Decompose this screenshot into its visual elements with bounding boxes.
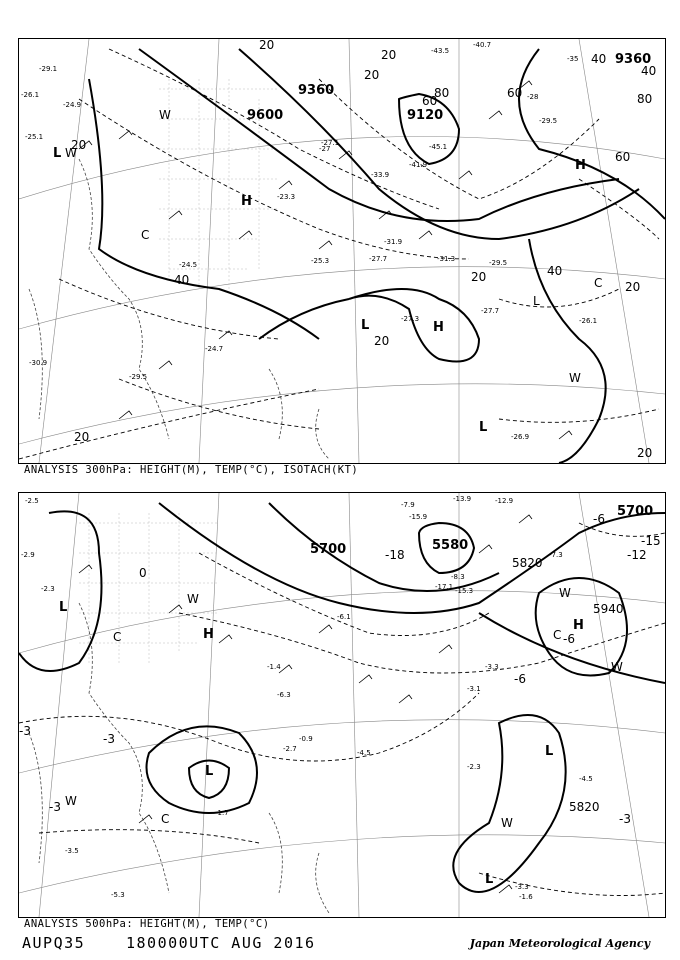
isotach-label-300: 20 bbox=[625, 280, 641, 294]
temp-label-500: -3.3 bbox=[515, 883, 529, 891]
system-label-300: L bbox=[479, 420, 488, 435]
system-label-300: L bbox=[53, 146, 62, 161]
temp-label-300: -25.3 bbox=[311, 257, 330, 265]
wind-barbs-500 bbox=[79, 515, 532, 893]
isotach-label-300: 40 bbox=[591, 52, 607, 66]
isotach-label-300: 40 bbox=[174, 273, 190, 287]
system-label-300: H bbox=[241, 194, 252, 209]
chart-500hpa bbox=[18, 492, 666, 918]
isotherm-label-500: -3 bbox=[619, 812, 631, 826]
caption-300hpa: ANALYSIS 300hPa: HEIGHT(M), TEMP(°C), ISOTACH(KT) bbox=[24, 464, 359, 476]
system-label-300: W bbox=[65, 146, 77, 160]
temp-label-300: -29.5 bbox=[539, 117, 558, 125]
isotach-label-300: 20 bbox=[259, 39, 275, 52]
isotach-label-300: 20 bbox=[364, 68, 380, 82]
system-label-300: C bbox=[141, 228, 150, 242]
temp-label-300: -28 bbox=[527, 93, 539, 101]
isotach-label-300: 20 bbox=[71, 138, 87, 152]
system-label-300: C bbox=[594, 276, 603, 290]
system-label-500: C bbox=[161, 812, 170, 826]
temp-label-500: -4.5 bbox=[357, 749, 371, 757]
map-300hpa bbox=[19, 39, 665, 463]
temp-label-300: -27.3 bbox=[401, 315, 420, 323]
temp-label-300: -26.1 bbox=[579, 317, 598, 325]
coastline-300 bbox=[29, 159, 329, 459]
hatching-500 bbox=[79, 513, 219, 663]
temp-label-500: -4.5 bbox=[579, 775, 593, 783]
temp-label-300: -33.9 bbox=[371, 171, 390, 179]
height-label-300: 9360 bbox=[298, 83, 335, 98]
temp-label-500: -7.9 bbox=[401, 501, 415, 509]
temp-label-500: -1.4 bbox=[267, 663, 281, 671]
isotherm-label-500: -3 bbox=[49, 800, 61, 814]
height-label-300: 9120 bbox=[407, 108, 444, 123]
temp-label-300: -27 bbox=[319, 145, 331, 153]
system-label-500: W bbox=[187, 592, 199, 606]
temp-label-300: -31.9 bbox=[384, 238, 403, 246]
temp-label-300: -27.1 bbox=[321, 139, 340, 147]
isotach-label-300: 20 bbox=[374, 334, 390, 348]
temp-label-500: -3.1 bbox=[467, 685, 481, 693]
temp-label-300: -35 bbox=[567, 55, 579, 63]
temp-label-300: -25.1 bbox=[25, 133, 44, 141]
temp-label-500: -2.3 bbox=[41, 585, 55, 593]
isotach-label-300: 20 bbox=[637, 446, 653, 460]
isotherm-label-500: -6 bbox=[563, 632, 575, 646]
isotherm-label-500: -15 bbox=[641, 534, 661, 548]
system-label-500: W bbox=[501, 816, 513, 830]
height-label-300: 9600 bbox=[247, 108, 284, 123]
temp-label-300: -29.5 bbox=[489, 259, 508, 267]
height-label-500: 5700 bbox=[617, 504, 654, 519]
map-500hpa bbox=[19, 493, 665, 917]
system-label-300: W bbox=[569, 371, 581, 385]
height-label-500: 5820 bbox=[512, 556, 543, 570]
temp-label-500: -2.3 bbox=[467, 763, 481, 771]
temp-label-500: -2.7 bbox=[283, 745, 297, 753]
agency-name: Japan Meteorological Agency bbox=[469, 937, 650, 950]
temp-label-500: -13.9 bbox=[453, 495, 472, 503]
system-label-500: H bbox=[203, 627, 214, 642]
isotach-label-300: 60 bbox=[507, 86, 523, 100]
temp-label-500: -1.7 bbox=[215, 809, 229, 817]
system-label-500: L bbox=[205, 764, 214, 779]
temp-label-300: -29.5 bbox=[129, 373, 148, 381]
system-label-500: C bbox=[113, 630, 122, 644]
system-label-500: L bbox=[485, 872, 494, 887]
system-label-500: W bbox=[65, 794, 77, 808]
system-label-300: H bbox=[433, 320, 444, 335]
temp-label-300: -24.9 bbox=[63, 101, 82, 109]
temp-label-500: -17.1 bbox=[435, 583, 454, 591]
system-label-500: L bbox=[59, 600, 68, 615]
system-label-500: W bbox=[559, 586, 571, 600]
height-label-500: 5580 bbox=[432, 538, 469, 553]
isotherm-label-500: -3 bbox=[103, 732, 115, 746]
isotach-label-300: 80 bbox=[637, 92, 653, 106]
isotach-label-300: 60 bbox=[615, 150, 631, 164]
temp-label-300: -40.7 bbox=[473, 41, 492, 49]
height-label-300: 9360 bbox=[615, 52, 652, 67]
temp-label-300: -26.9 bbox=[511, 433, 530, 441]
isotach-label-300: 80 bbox=[434, 86, 450, 100]
temp-label-500: -15.9 bbox=[409, 513, 428, 521]
isotherm-label-500: -3 bbox=[19, 724, 31, 738]
temp-label-500: -3.3 bbox=[485, 663, 499, 671]
isotach-label-300: 40 bbox=[547, 264, 563, 278]
system-label-300: W bbox=[159, 108, 171, 122]
temp-label-300: -43.5 bbox=[431, 47, 450, 55]
system-label-500: W bbox=[611, 660, 623, 674]
isotherm-label-500: -6 bbox=[514, 672, 526, 686]
temp-label-500: -5.3 bbox=[111, 891, 125, 899]
temp-label-300: -29.1 bbox=[39, 65, 58, 73]
caption-500hpa: ANALYSIS 500hPa: HEIGHT(M), TEMP(°C) bbox=[24, 918, 270, 930]
isotherm-label-500: -18 bbox=[385, 548, 405, 562]
height-label-500: 5700 bbox=[310, 542, 347, 557]
system-label-500: H bbox=[573, 618, 584, 633]
temp-label-300: -30.9 bbox=[29, 359, 48, 367]
system-label-300: H bbox=[575, 158, 586, 173]
graticule-300 bbox=[19, 39, 665, 463]
temp-label-300: -41.9 bbox=[409, 161, 428, 169]
temp-label-300: -27.7 bbox=[369, 255, 388, 263]
height-contours-500 bbox=[19, 503, 665, 892]
isotach-label-300: 40 bbox=[641, 64, 657, 78]
temp-label-300: -23.3 bbox=[277, 193, 296, 201]
system-label-300: L bbox=[533, 294, 540, 308]
chart-code: AUPQ35 bbox=[22, 934, 86, 952]
isotachs-300 bbox=[19, 49, 659, 459]
temp-label-500: -12.9 bbox=[495, 497, 514, 505]
temp-label-300: -24.5 bbox=[179, 261, 198, 269]
temp-label-500: -6.1 bbox=[337, 613, 351, 621]
temp-label-500: -6.3 bbox=[277, 691, 291, 699]
isotach-label-300: 60 bbox=[422, 94, 438, 108]
chart-time: 180000UTC AUG 2016 bbox=[126, 934, 316, 952]
system-label-300: L bbox=[361, 318, 370, 333]
isotach-label-300: 20 bbox=[381, 48, 397, 62]
height-label-500: 5940 bbox=[593, 602, 624, 616]
chart-300hpa bbox=[18, 38, 666, 464]
temp-label-300: -26.1 bbox=[21, 91, 40, 99]
temp-label-500: -8.3 bbox=[451, 573, 465, 581]
temp-label-500: -0.9 bbox=[299, 735, 313, 743]
temp-label-300: -45.1 bbox=[429, 143, 448, 151]
system-label-500: L bbox=[545, 744, 554, 759]
system-label-500: C bbox=[553, 628, 562, 642]
isotherm-label-500: 0 bbox=[139, 566, 147, 580]
height-label-500: 5820 bbox=[569, 800, 600, 814]
temp-label-300: -24.7 bbox=[205, 345, 224, 353]
temp-label-300: -31.3 bbox=[437, 255, 456, 263]
temp-label-300: -27.7 bbox=[481, 307, 500, 315]
isotach-label-300: 20 bbox=[74, 430, 90, 444]
isotherm-label-500: -6 bbox=[593, 512, 605, 526]
isotherm-label-500: -12 bbox=[627, 548, 647, 562]
temp-label-500: -15.3 bbox=[455, 587, 474, 595]
isotach-label-300: 20 bbox=[471, 270, 487, 284]
temp-label-500: -2.9 bbox=[21, 551, 35, 559]
temp-label-500: -1.6 bbox=[519, 893, 533, 901]
temp-label-500: -2.5 bbox=[25, 497, 39, 505]
temp-label-500: -3.5 bbox=[65, 847, 79, 855]
temp-label-500: -7.3 bbox=[549, 551, 563, 559]
